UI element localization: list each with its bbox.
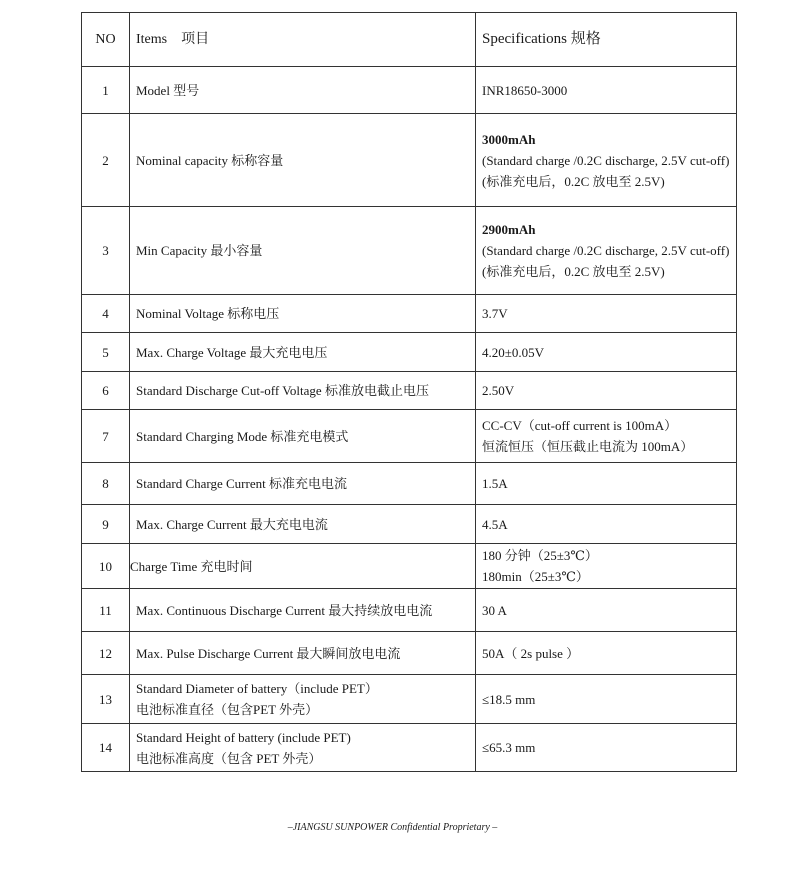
row-number: 5 — [82, 333, 130, 372]
spec-line: (Standard charge /0.2C discharge, 2.5V cut-off) — [482, 152, 730, 168]
row-number: 12 — [82, 632, 130, 675]
spec-line: 恒流恒压（恒压截止电流为 100mA） — [482, 439, 694, 454]
spec-line: 180 分钟（25±3℃） — [482, 548, 598, 563]
item-label — [130, 724, 476, 772]
spec-line: 1.5A — [482, 476, 508, 491]
item-label: Nominal capacity 标称容量 — [130, 114, 476, 207]
table-row — [82, 333, 737, 372]
spec-value — [476, 505, 737, 544]
table-row — [82, 724, 737, 772]
spec-value — [476, 372, 737, 410]
table-row — [82, 505, 737, 544]
item-label-line: Standard Height of battery (include PET) — [136, 729, 351, 745]
spec-value — [476, 632, 737, 675]
table-row — [82, 589, 737, 632]
item-label: Nominal Voltage 标称电压 — [130, 295, 476, 333]
spec-line: 4.20±0.05V — [482, 344, 545, 360]
spec-line: 4.5A — [482, 516, 508, 532]
table-row — [82, 207, 737, 295]
spec-line-bold: 2900mAh — [482, 222, 536, 237]
spec-value — [476, 295, 737, 333]
header-items: Items 项目 — [130, 13, 476, 67]
table-row — [82, 675, 737, 724]
page-footer: –JIANGSU SUNPOWER Confidential Proprietary – — [287, 822, 498, 833]
spec-line: 30 A — [482, 602, 507, 618]
spec-value — [476, 333, 737, 372]
row-number: 9 — [82, 505, 130, 544]
table-row — [82, 410, 737, 463]
table-row — [82, 114, 737, 207]
row-number: 7 — [82, 410, 130, 463]
spec-line: (标准充电后，0.2C 放电至 2.5V) — [482, 173, 665, 189]
spec-line: 50A（ 2s pulse ） — [482, 645, 580, 661]
spec-line: (Standard charge /0.2C discharge, 2.5V cut-off) — [482, 243, 730, 258]
spec-value — [476, 114, 737, 207]
spec-value — [476, 724, 737, 772]
table-header-row — [82, 13, 737, 67]
row-number: 10 — [82, 544, 130, 589]
row-number: 13 — [82, 675, 130, 724]
item-label: Standard Charging Mode 标准充电模式 — [130, 410, 476, 463]
spec-value — [476, 544, 737, 589]
table-row — [82, 295, 737, 333]
spec-line: (标准充电后，0.2C 放电至 2.5V) — [482, 264, 665, 279]
table-row — [82, 67, 737, 114]
item-label: Max. Charge Voltage 最大充电电压 — [130, 333, 476, 372]
item-label: Min Capacity 最小容量 — [130, 207, 476, 295]
item-label: Charge Time 充电时间 — [130, 544, 476, 589]
row-number: 14 — [82, 724, 130, 772]
item-label: Standard Charge Current 标准充电电流 — [130, 463, 476, 505]
row-number: 1 — [82, 67, 130, 114]
table-row — [82, 632, 737, 675]
item-label: Max. Pulse Discharge Current 最大瞬间放电电流 — [130, 632, 476, 675]
item-label: Max. Charge Current 最大充电电流 — [130, 505, 476, 544]
spec-value — [476, 207, 737, 295]
spec-line-bold: 3000mAh — [482, 131, 536, 147]
spec-line: 3.7V — [482, 306, 508, 321]
spec-line: CC-CV（cut-off current is 100mA） — [482, 418, 678, 433]
spec-line: 180min（25±3℃） — [482, 569, 589, 584]
spec-value — [476, 589, 737, 632]
spec-line: INR18650-3000 — [482, 82, 568, 98]
item-label-line: 电池标准高度（包含 PET 外壳） — [136, 750, 322, 766]
header-no: NO — [82, 13, 130, 67]
row-number: 2 — [82, 114, 130, 207]
table-row — [82, 372, 737, 410]
row-number: 3 — [82, 207, 130, 295]
row-number: 6 — [82, 372, 130, 410]
item-label: Max. Continuous Discharge Current 最大持续放电电流 — [130, 589, 476, 632]
header-specifications: Specifications 规格 — [476, 13, 737, 67]
spec-line: 2.50V — [482, 383, 515, 398]
row-number: 4 — [82, 295, 130, 333]
item-label-line: 电池标准直径（包含PET 外壳） — [136, 702, 319, 717]
row-number: 8 — [82, 463, 130, 505]
table-row — [82, 463, 737, 505]
table-row — [82, 544, 737, 589]
item-label-line: Standard Diameter of battery（include PET） — [136, 681, 378, 696]
spec-value — [476, 463, 737, 505]
item-label: Standard Discharge Cut-off Voltage 标准放电截止电压 — [130, 372, 476, 410]
item-label — [130, 675, 476, 724]
spec-line: ≤65.3 mm — [482, 740, 536, 755]
row-number: 11 — [82, 589, 130, 632]
spec-line: ≤18.5 mm — [482, 691, 536, 707]
specifications-table — [81, 12, 737, 772]
spec-value — [476, 675, 737, 724]
spec-value — [476, 67, 737, 114]
spec-value — [476, 410, 737, 463]
item-label: Model 型号 — [130, 67, 476, 114]
